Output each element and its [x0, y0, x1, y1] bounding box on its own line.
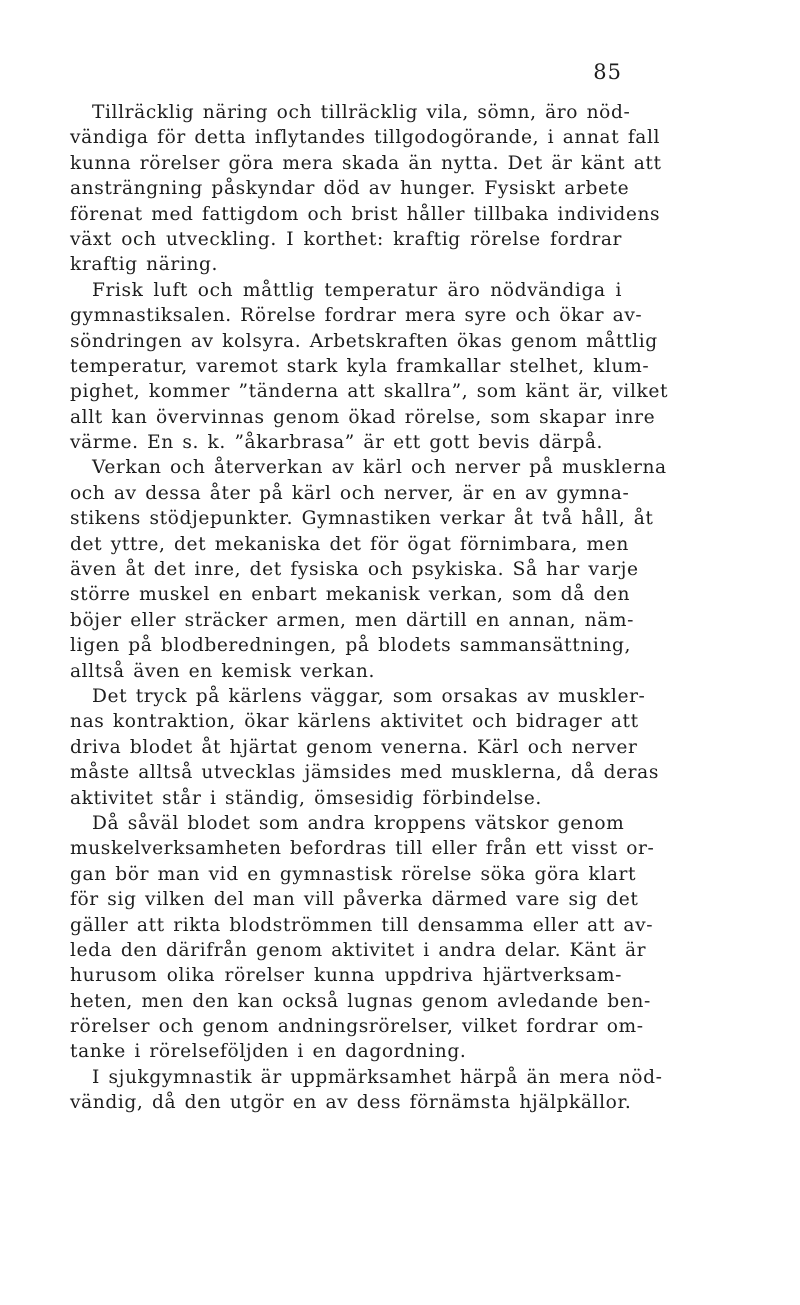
text-line: vändiga för detta inflytandes tillgodogörande, i annat fall — [70, 127, 661, 149]
text-line: förenat med fattigdom och brist håller tillbaka individens — [70, 203, 661, 225]
text-line: ligen på blodberedningen, på blodets sammansättning, — [70, 635, 632, 657]
text-line: driva blodet åt hjärtat genom venerna. Kärl och nerver — [70, 736, 638, 758]
text-line: hurusom olika rörelser kunna uppdriva hjärtverksam- — [70, 965, 622, 987]
text-line: gäller att rikta blodströmmen till densamma eller att av- — [70, 914, 654, 936]
text-line: värme. En s. k. ”åkarbrasa” är ett gott bevis därpå. — [70, 432, 604, 454]
text-line: muskelverksamheten befordras till eller från ett visst or- — [70, 838, 655, 860]
text-line: rörelser och genom andningsrörelser, vilket fordrar om- — [70, 1016, 644, 1038]
text-line: måste alltså utvecklas jämsides med musklerna, då deras — [70, 762, 659, 784]
text-line: Det tryck på kärlens väggar, som orsakas av muskler- — [92, 685, 646, 707]
text-line: söndringen av kolsyra. Arbetskraften ökas genom måttlig — [70, 330, 658, 352]
text-line: pighet, kommer ”tänderna att skallra”, som känt är, vilket — [70, 381, 669, 403]
page-number: 85 — [593, 60, 622, 84]
paragraph — [70, 1065, 663, 1116]
text-line: I sjukgymnastik är uppmärksamhet härpå än mera nöd- — [92, 1066, 663, 1088]
text-line: heten, men den kan också lugnas genom avledande ben- — [70, 990, 651, 1012]
text-line: Då såväl blodet som andra kroppens vätskor genom — [92, 812, 625, 834]
text-line: gymnastiksalen. Rörelse fordrar mera syre och ökar av- — [70, 305, 643, 327]
paragraph — [70, 455, 667, 684]
text-line: nas kontraktion, ökar kärlens aktivitet och bidrager att — [70, 711, 639, 733]
text-line: vändig, då den utgör en av dess förnämsta hjälpkällor. — [70, 1092, 632, 1114]
text-line: allt kan övervinnas genom ökad rörelse, som skapar inre — [70, 406, 656, 428]
text-line: det yttre, det mekaniska det för ögat förnimbara, men — [70, 533, 629, 555]
text-line: kunna rörelser göra mera skada än nytta. Det är känt att — [70, 152, 662, 174]
paragraph — [70, 684, 659, 811]
text-line: Frisk luft och måttlig temperatur äro nödvändiga i — [92, 279, 622, 301]
paragraph — [70, 278, 669, 456]
text-line: större muskel en enbart mekanisk verkan, som då den — [70, 584, 631, 606]
text-line: och av dessa åter på kärl och nerver, är en av gymna- — [70, 482, 630, 504]
text-line: Tillräcklig näring och tillräcklig vila, sömn, äro nöd- — [92, 102, 631, 123]
text-line: Verkan och återverkan av kärl och nerver på musklerna — [92, 457, 667, 479]
text-line: stikens stödjepunkter. Gymnastiken verkar åt två håll, åt — [70, 508, 654, 530]
text-line: ansträngning påskyndar död av hunger. Fysiskt arbete — [70, 178, 630, 200]
text-line: tanke i rörelseföljden i en dagordning. — [70, 1041, 467, 1063]
text-line: även åt det inre, det fysiska och psykiska. Så har varje — [70, 559, 639, 581]
text-line: alltså även en kemisk verkan. — [70, 660, 375, 682]
text-line: leda den därifrån genom aktivitet i andra delar. Känt är — [70, 939, 647, 961]
text-line: temperatur, varemot stark kyla framkallar stelhet, klum- — [70, 355, 650, 377]
text-line: växt och utveckling. I korthet: kraftig rörelse fordrar — [70, 228, 622, 250]
text-line: böjer eller sträcker armen, men därtill en annan, näm- — [70, 609, 635, 631]
text-line: kraftig näring. — [70, 254, 219, 276]
text-line: för sig vilken del man vill påverka därmed vare sig det — [70, 889, 639, 911]
paragraph — [70, 811, 655, 1065]
body-text — [70, 100, 669, 1116]
paragraph — [70, 100, 662, 278]
text-line: gan bör man vid en gymnastisk rörelse söka göra klart — [70, 863, 637, 885]
text-line: aktivitet står i ständig, ömsesidig förbindelse. — [70, 787, 542, 809]
